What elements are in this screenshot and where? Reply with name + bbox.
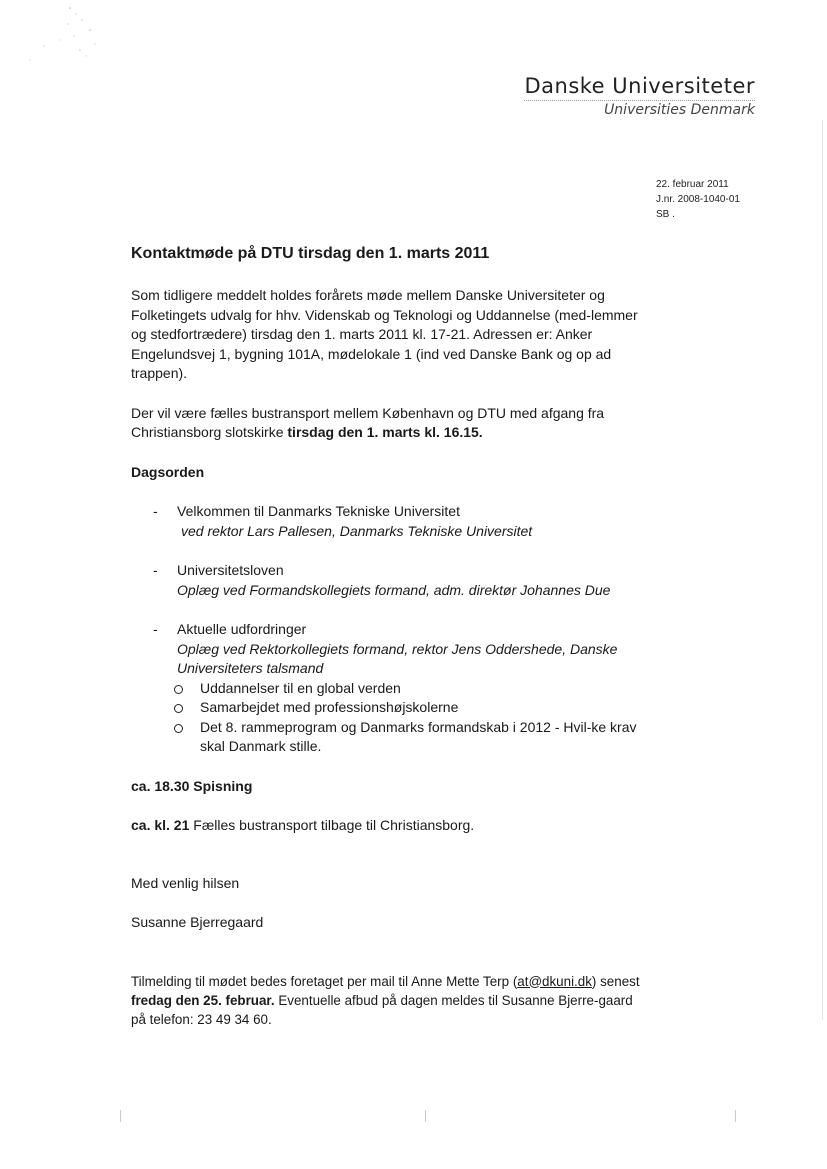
circle-bullet-icon <box>174 685 183 694</box>
organization-subtitle: Universities Denmark <box>604 102 755 118</box>
registration-deadline: fredag den 25. februar. <box>131 992 275 1008</box>
letterhead-logo <box>524 74 755 118</box>
scan-artifact <box>120 1110 121 1122</box>
signature-name: Susanne Bjerregaard <box>131 914 264 930</box>
agenda-item-speaker: Oplæg ved Formandskollegiets formand, adm. direktør Johannes Due <box>177 581 611 598</box>
agenda-item-speaker: Oplæg ved Rektorkollegiets formand, rektor Jens Oddershede, Danske Universiteters talsmand <box>177 640 618 676</box>
agenda-item-title: Velkommen til Danmarks Tekniske Universitet <box>177 503 460 519</box>
list-item: Samarbejdet med professionshøjskolerne <box>131 698 641 718</box>
agenda-item <box>131 620 641 679</box>
return-time: ca. kl. 21 <box>131 817 190 833</box>
journal-number: J.nr. 2008-1040-01 <box>656 194 740 205</box>
agenda-heading: Dagsorden <box>131 463 205 480</box>
agenda-item-speaker: ved rektor Lars Pallesen, Danmarks Tekniske Universitet <box>181 522 533 539</box>
dash-bullet: - <box>153 562 158 578</box>
return-line <box>131 816 641 836</box>
dash-bullet: - <box>153 621 158 637</box>
letter-date: 22. februar 2011 <box>656 179 729 190</box>
list-item: Uddannelser til en global verden <box>131 679 641 699</box>
organization-name: Danske Universiteter <box>524 74 755 101</box>
dinner-line: ca. 18.30 Spisning <box>131 777 253 794</box>
email-link[interactable]: at@dkuni.dk <box>517 973 592 989</box>
transport-text: Der vil være fælles bustransport mellem København og DTU med afgang fra Christiansborg slotskirke <box>131 404 605 440</box>
return-text: Fælles bustransport tilbage til Christiansborg. <box>189 817 475 833</box>
intro-paragraph: Som tidligere meddelt holdes forårets møde mellem Danske Universiteter og Folketingets udvalg for hhv. Videnskab og Teknologi og Uddannelse (med-lemmer og stedfortrædere) tirsdag den 1. marts 2011 kl. 17-21. Adressen er: Anker Engelundsvej 1, bygning 101A, mødelokale 1 (ind ved Danske Bank og op ad trappen). <box>131 287 638 381</box>
letter-meta <box>656 177 740 222</box>
transport-departure: tirsdag den 1. marts kl. 16.15. <box>287 424 483 440</box>
agenda-list <box>131 502 641 757</box>
agenda-item-title: Aktuelle udfordringer <box>177 621 307 637</box>
agenda-item <box>131 561 641 600</box>
letter-body <box>131 286 641 1029</box>
agenda-subitems <box>131 679 641 757</box>
author-initials: SB . <box>656 209 675 220</box>
scan-artifact <box>0 0 120 70</box>
letter-title: Kontaktmøde på DTU tirsdag den 1. marts 2011 <box>131 245 490 262</box>
registration-paragraph: Tilmelding til mødet bedes foretaget per mail til Anne Mette Terp (at@dkuni.dk) senest fredag den 25. februar. Eventuelle afbud på dagen meldes til Susanne Bjerre-gaard på telefon: 23 49 34 60. <box>131 973 640 1027</box>
agenda-item-title: Universitetsloven <box>177 562 284 578</box>
list-item: Det 8. rammeprogram og Danmarks formandskab i 2012 - Hvil-ke krav skal Danmark stille. <box>131 718 641 757</box>
transport-paragraph <box>131 404 641 443</box>
circle-bullet-icon <box>174 724 183 733</box>
closing-greeting: Med venlig hilsen <box>131 874 240 891</box>
dash-bullet: - <box>153 503 158 519</box>
circle-bullet-icon <box>174 704 183 713</box>
scan-artifact <box>822 120 823 1020</box>
agenda-item <box>131 502 641 541</box>
scan-artifact <box>425 1110 426 1122</box>
scan-artifact <box>735 1110 736 1122</box>
